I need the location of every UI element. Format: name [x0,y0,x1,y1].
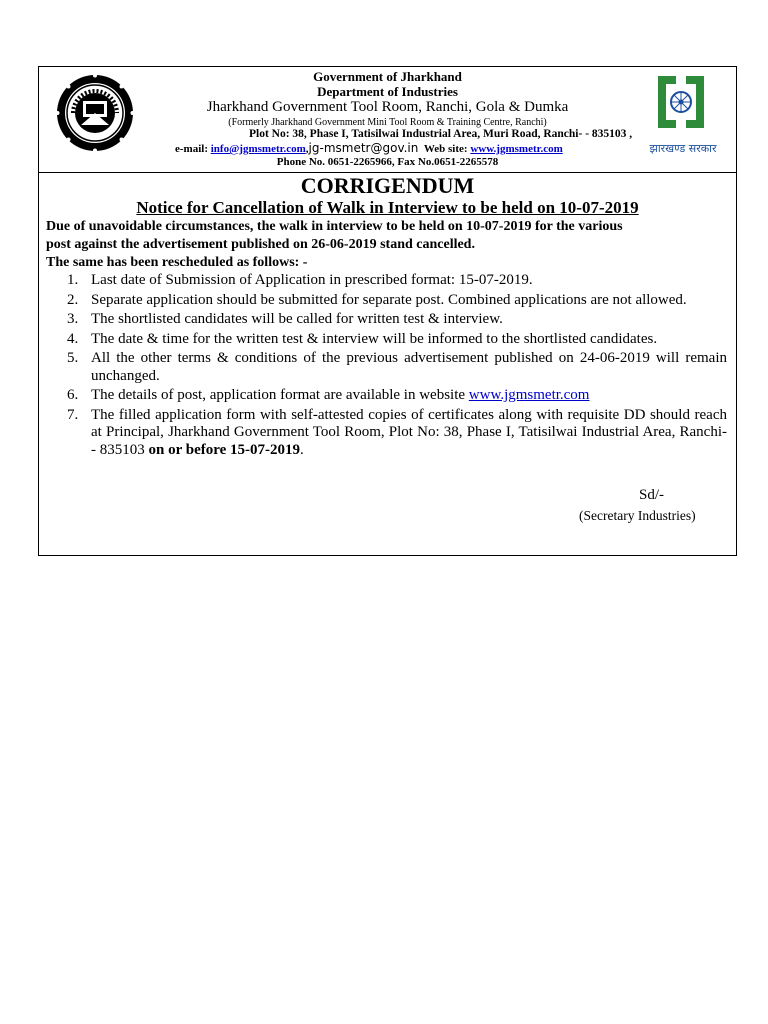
email-label: e-mail: [175,143,208,155]
item-number: 7. [67,406,79,423]
notice-intro [46,218,726,272]
header-contact [175,141,563,155]
header-phone-fax: Phone No. 0651-2265966, Fax No.0651-2265578 [276,156,499,168]
schedule-list [67,272,727,461]
notice-title: CORRIGENDUM [300,173,475,198]
item-text: All the other terms & conditions of the previous advertisement published on 24-06-2019 will remain unchanged. [91,350,727,384]
designation: (Secretary Industries) [579,508,696,523]
header-organisation: Jharkhand Government Tool Room, Ranchi, Gola & Dumka [206,99,569,115]
website-link-body[interactable]: www.jgmsmetr.com [468,387,590,403]
item-text: The filled application form with self-attested copies of certificates along with requisite DD should reach at Principal, Jharkhand Government Tool Room, Plot No: 38, Phase I, Tatisilwai Industrial Area, Ranchi- - 835103 [91,406,727,458]
website-link-header[interactable]: www.jgmsmetr.com [470,143,563,155]
notice-frame [38,66,737,556]
intro-line-3: The same has been rescheduled as follows: - [46,255,308,270]
item-number: 6. [67,387,79,403]
list-item [67,331,727,349]
list-item [67,292,727,310]
item-number: 5. [67,350,79,366]
intro-line-1: Due of unavoidable circumstances, the walk in interview to be held on 10-07-2019 for the various [46,219,623,234]
list-item [67,387,727,405]
item-text: Last date of Submission of Application in prescribed format: 15-07-2019. [91,272,533,288]
email-gov: jg-msmetr@gov.in [308,141,419,155]
deadline-text: on or before 15-07-2019 [148,441,301,458]
item-number: 4. [67,330,79,347]
item-text: The date & time for the written test & interview will be informed to the shortlisted candidates. [91,330,658,347]
notice-subtitle: Notice for Cancellation of Walk in Interview to be held on 10-07-2019 [136,198,639,217]
item-number: 2. [67,291,79,308]
header-address: Plot No: 38, Phase I, Tatisilwai Industrial Area, Muri Road, Ranchi- - 835103 , [249,128,633,140]
intro-line-2: post against the advertisement published on 26-06-2019 stand cancelled. [46,237,475,252]
list-item [67,407,727,460]
list-item [67,272,727,290]
list-item [67,311,727,329]
item-number: 3. [67,311,79,327]
letterhead [39,67,736,173]
signature: Sd/- [639,487,665,503]
jharkhand-government-emblem-icon [644,70,722,160]
list-item [67,350,727,385]
item-number: 1. [67,272,79,288]
email-link-info[interactable]: info@jgmsmetr.com [210,143,306,155]
item-tail: . [300,441,304,458]
header-government: Government of Jharkhand [313,69,462,84]
item-text: The shortlisted candidates will be called for written test & interview. [91,311,503,327]
website-label: Web site: [423,143,468,155]
emblem-caption: झारखण्ड सरकार [649,142,717,155]
item-text: The details of post, application format are available in website [91,387,469,403]
item-text: Separate application should be submitted for separate post. Combined applications are not allowed. [91,291,687,308]
header-formerly: (Formerly Jharkhand Government Mini Tool Room & Training Centre, Ranchi) [228,117,547,128]
email-separator: , [305,143,309,155]
header-department: Department of Industries [317,84,458,99]
